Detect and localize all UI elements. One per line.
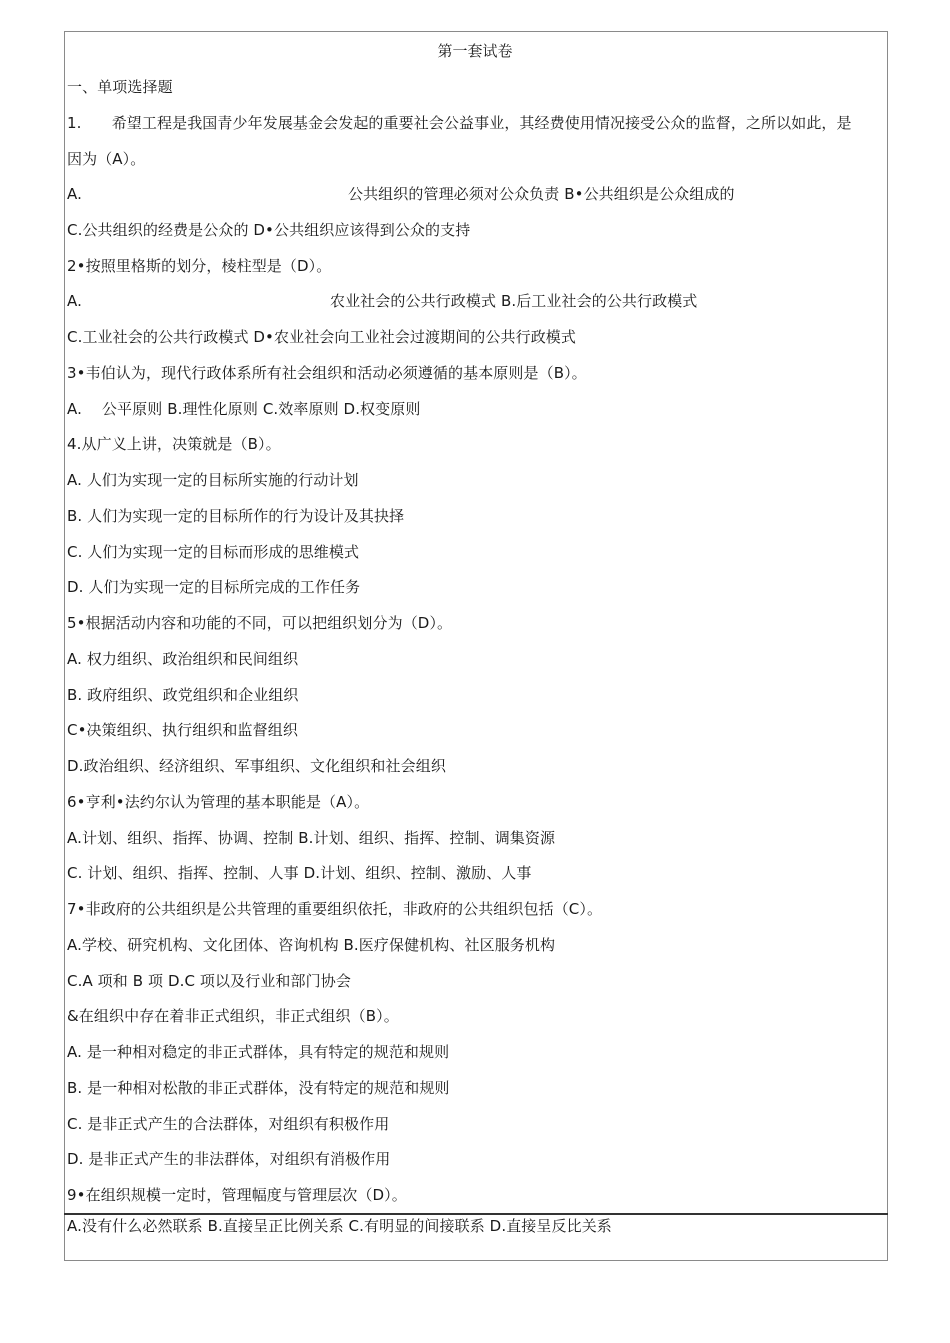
table-divider <box>64 1213 888 1215</box>
question-4-option-a: A. 人们为实现一定的目标所实施的行动计划 <box>67 471 359 489</box>
question-3-stem: 3•韦伯认为，现代行政体系所有社会组织和活动必须遵循的基本原则是（B）。 <box>67 364 587 382</box>
question-1-stem: 1. 希望工程是我国青少年发展基金会发起的重要社会公益事业，其经费使用情况接受公众的监督，之所以如此，是 <box>67 114 852 132</box>
option-text: 农业社会的公共行政模式 B.后工业社会的公共行政模式 <box>329 292 698 310</box>
question-5-option-d: D.政治组织、经济组织、军事组织、文化组织和社会组织 <box>67 757 446 775</box>
question-9-options: A.没有什么必然联系 B.直接呈正比例关系 C.有明显的间接联系 D.直接呈反比关系 <box>67 1217 612 1235</box>
question-5-option-a: A. 权力组织、政治组织和民间组织 <box>67 650 299 668</box>
question-4-stem: 4.从广义上讲，决策就是（B）。 <box>67 435 281 453</box>
question-8-stem: &在组织中存在着非正式组织，非正式组织（B）。 <box>67 1007 399 1025</box>
question-1-stem-cont: 因为（A）。 <box>67 150 146 168</box>
question-8-option-d: D. 是非正式产生的非法群体，对组织有消极作用 <box>67 1150 391 1168</box>
question-5-option-c: C•决策组织、执行组织和监督组织 <box>67 721 298 739</box>
question-7-options-ab: A.学校、研究机构、文化团体、咨询机构 B.医疗保健机构、社区服务机构 <box>67 936 556 954</box>
question-2-options-ab <box>67 291 697 311</box>
question-4-option-d: D. 人们为实现一定的目标所完成的工作任务 <box>67 578 361 596</box>
question-1-options-ab <box>67 184 735 204</box>
option-text: 公共组织的管理必须对公众负责 B•公共组织是公众组成的 <box>347 185 735 203</box>
question-5-stem: 5•根据活动内容和功能的不同，可以把组织划分为（D）。 <box>67 614 453 632</box>
question-8-option-b: B. 是一种相对松散的非正式群体，没有特定的规范和规则 <box>67 1079 450 1097</box>
question-8-option-c: C. 是非正式产生的合法群体，对组织有积极作用 <box>67 1115 390 1133</box>
question-4-option-b: B. 人们为实现一定的目标所作的行为设计及其抉择 <box>67 507 405 525</box>
question-5-option-b: B. 政府组织、政党组织和企业组织 <box>67 686 299 704</box>
question-2-stem: 2•按照里格斯的划分，棱柱型是（D）。 <box>67 257 332 275</box>
page-title: 第一套试卷 <box>437 42 513 60</box>
section-heading: 一、单项选择题 <box>67 78 173 96</box>
question-3-options: A. 公平原则 B.理性化原则 C.效率原则 D.权变原则 <box>67 400 421 418</box>
question-4-option-c: C. 人们为实现一定的目标而形成的思维模式 <box>67 543 360 561</box>
question-6-options-cd: C. 计划、组织、指挥、控制、人事 D.计划、组织、控制、激励、人事 <box>67 864 532 882</box>
question-8-option-a: A. 是一种相对稳定的非正式群体，具有特定的规范和规则 <box>67 1043 450 1061</box>
question-6-options-ab: A.计划、组织、指挥、协调、控制 B.计划、组织、指挥、控制、调集资源 <box>67 829 556 847</box>
option-label: A. <box>67 292 82 310</box>
option-label: A. <box>67 185 82 203</box>
question-7-options-cd: C.A 项和 B 项 D.C 项以及行业和部门协会 <box>67 972 351 990</box>
question-9-stem: 9•在组织规模一定时，管理幅度与管理层次（D）。 <box>67 1186 407 1204</box>
question-1-options-cd: C.公共组织的经费是公众的 D•公共组织应该得到公众的支持 <box>67 221 471 239</box>
question-6-stem: 6•亨利•法约尔认为管理的基本职能是（A）。 <box>67 793 370 811</box>
question-2-options-cd: C.工业社会的公共行政模式 D•农业社会向工业社会过渡期间的公共行政模式 <box>67 328 577 346</box>
document-frame <box>64 31 888 1261</box>
question-7-stem: 7•非政府的公共组织是公共管理的重要组织依托，非政府的公共组织包括（C）。 <box>67 900 603 918</box>
